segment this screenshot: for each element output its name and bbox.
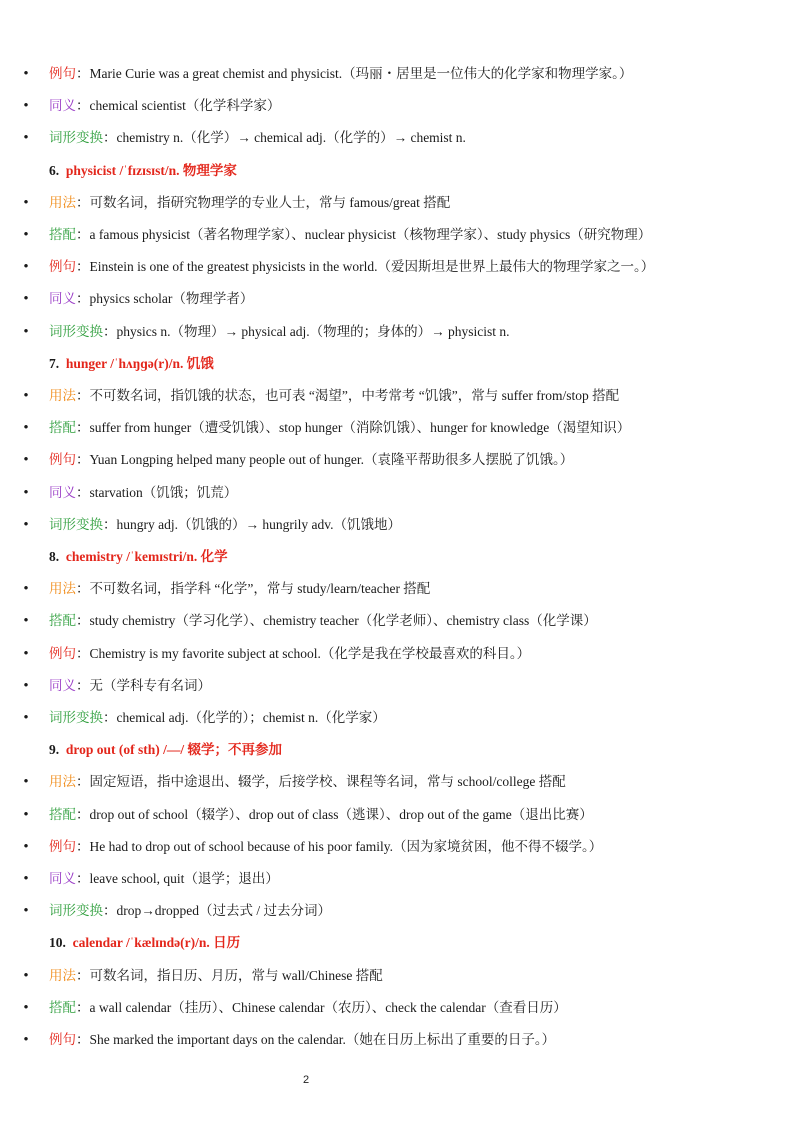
bullet-content: [49, 125, 466, 151]
bullet-icon: •: [23, 130, 29, 147]
bullet-icon: •: [23, 710, 29, 726]
bullet-icon: •: [23, 194, 29, 211]
field-text: He had to drop out of school because of his poor family.（因为家境贫困，他不得不辍学。）: [89, 838, 603, 854]
bullet-content: [49, 705, 386, 731]
bullet-content: [49, 480, 237, 506]
bullet-content: [49, 222, 651, 248]
field-text: Yuan Longping helped many people out of hunger.（袁隆平帮助很多人摆脱了饥饿。）: [89, 452, 574, 468]
field-label: 搭配: [49, 806, 76, 822]
field-text: 固定短语，指中途退出、辍学，后接学校、课程等名词，常与 school/college 搭配: [89, 774, 566, 790]
entry-number: 7.: [49, 355, 60, 371]
bullet-item: [0, 834, 800, 860]
field-label: 词形变换: [49, 903, 103, 919]
field-text: 不可数名词，指饥饿的状态，也可表 “渴望”，中考常考 “饥饿”，常与 suffer from/stop 搭配: [89, 388, 620, 403]
bullet-item: [0, 286, 800, 312]
field-text: hungry adj.（饥饿的）→ hungrily adv.（饥饿地）: [116, 516, 401, 532]
bullet-content: [49, 802, 593, 828]
bullet-item: [0, 480, 800, 506]
entry-heading: [0, 544, 800, 570]
bullet-icon: •: [23, 259, 29, 276]
bullet-icon: •: [23, 516, 29, 533]
bullet-content: [49, 415, 630, 441]
field-label: 例句: [49, 259, 76, 275]
bullet-icon: •: [23, 1032, 29, 1048]
bullet-content: [49, 254, 654, 280]
entry-number: 9.: [49, 742, 60, 758]
label-separator: ：: [76, 66, 90, 81]
label-separator: ：: [76, 806, 90, 822]
bullet-icon: •: [23, 613, 29, 630]
bullet-content: [49, 190, 450, 216]
entry-word: physicist /ˈfɪzɪsɪst/n. 物理学家: [65, 162, 237, 178]
bullet-content: [49, 61, 632, 87]
bullet-content: [49, 866, 279, 892]
bullet-icon: •: [23, 967, 29, 984]
field-text: chemical scientist（化学科学家）: [89, 98, 281, 114]
field-text: She marked the important days on the calendar.（她在日历上标出了重要的日子。）: [89, 1032, 556, 1047]
label-separator: ：: [76, 838, 90, 854]
field-label: 词形变换: [49, 130, 103, 146]
bullet-item: [0, 963, 800, 989]
bullet-item: [0, 641, 800, 667]
bullet-item: [0, 61, 800, 87]
field-label: 用法: [49, 194, 76, 210]
bullet-icon: •: [23, 66, 29, 82]
bullet-icon: •: [23, 227, 29, 243]
bullet-item: [0, 866, 800, 892]
field-text: 不可数名词，指学科 “化学”，常与 study/learn/teacher 搭配: [89, 581, 431, 597]
bullet-item: [0, 802, 800, 828]
field-label: 例句: [49, 838, 76, 854]
label-separator: ：: [76, 871, 90, 886]
field-label: 搭配: [49, 999, 76, 1015]
bullet-item: [0, 769, 800, 795]
field-text: Einstein is one of the greatest physicists in the world.（爱因斯坦是世界上最伟大的物理学家之一。）: [89, 259, 655, 275]
entry-heading: [0, 737, 800, 763]
field-label: 例句: [49, 452, 76, 468]
bullet-icon: •: [23, 323, 29, 340]
label-separator: ：: [103, 903, 117, 919]
bullet-item: [0, 673, 800, 699]
bullet-item: [0, 254, 800, 280]
field-label: 同义: [49, 677, 76, 693]
bullet-icon: •: [23, 581, 29, 598]
field-text: a wall calendar（挂历）、Chinese calendar（农历）、check the calendar（查看日历）: [89, 999, 567, 1015]
field-label: 同义: [49, 98, 76, 114]
heading-text: [49, 737, 282, 763]
bullet-icon: •: [23, 388, 29, 404]
label-separator: ：: [76, 677, 90, 693]
entry-word: hunger /ˈhʌŋɡə(r)/n. 饥饿: [65, 355, 214, 371]
page-number: 2: [302, 1074, 310, 1086]
bullet-content: [49, 286, 253, 312]
field-label: 词形变换: [49, 516, 103, 532]
label-separator: ：: [76, 774, 90, 790]
field-text: study chemistry（学习化学）、chemistry teacher（化学老师）、chemistry class（化学课）: [89, 613, 597, 629]
label-separator: ：: [76, 420, 90, 436]
heading-text: [49, 351, 214, 377]
field-label: 词形变换: [49, 323, 103, 339]
label-separator: ：: [76, 581, 90, 597]
bullet-item: [0, 447, 800, 473]
bullet-content: [49, 512, 401, 538]
label-separator: ：: [76, 1032, 90, 1047]
bullet-content: [49, 673, 211, 699]
field-text: starvation（饥饿；饥荒）: [89, 484, 238, 500]
bullet-item: [0, 222, 800, 248]
entry-number: 10.: [49, 935, 66, 951]
field-text: 可数名词，指研究物理学的专业人士，常与 famous/great 搭配: [89, 194, 451, 210]
field-text: drop→dropped（过去式 / 过去分词）: [116, 903, 331, 919]
field-label: 搭配: [49, 227, 76, 242]
heading-text: [49, 158, 237, 184]
bullet-content: [49, 834, 602, 860]
label-separator: ：: [76, 999, 90, 1015]
bullet-item: [0, 608, 800, 634]
field-text: drop out of school（辍学）、drop out of class（逃课）、drop out of the game（退出比赛）: [89, 806, 593, 822]
bullet-content: [49, 608, 597, 634]
label-separator: ：: [76, 645, 90, 661]
heading-text: [49, 544, 228, 570]
bullet-icon: •: [23, 291, 29, 308]
bullet-item: [0, 415, 800, 441]
bullet-icon: •: [23, 903, 29, 920]
label-separator: ：: [76, 388, 90, 403]
entry-word: chemistry /ˈkemɪstri/n. 化学: [65, 549, 228, 564]
bullet-item: [0, 705, 800, 731]
field-text: chemistry n.（化学）→ chemical adj.（化学的）→ chemist n.: [116, 130, 466, 146]
label-separator: ：: [76, 291, 90, 307]
label-separator: ：: [76, 452, 90, 468]
bullet-item: [0, 319, 800, 345]
bullet-item: [0, 576, 800, 602]
bullet-icon: •: [23, 999, 29, 1016]
bullet-content: [49, 93, 280, 119]
label-separator: ：: [76, 98, 90, 114]
bullet-item: [0, 190, 800, 216]
field-text: chemical adj.（化学的）；chemist n.（化学家）: [116, 710, 386, 725]
bullet-icon: •: [23, 806, 29, 823]
label-separator: ：: [76, 484, 90, 500]
bullet-content: [49, 447, 573, 473]
field-label: 词形变换: [49, 710, 103, 725]
field-label: 用法: [49, 967, 76, 983]
field-label: 用法: [49, 774, 76, 790]
label-separator: ：: [76, 194, 90, 210]
field-label: 例句: [49, 645, 76, 661]
bullet-content: [49, 963, 383, 989]
label-separator: ：: [76, 259, 90, 275]
field-label: 同义: [49, 484, 76, 500]
bullet-item: [0, 1027, 800, 1053]
label-separator: ：: [103, 130, 117, 146]
field-text: suffer from hunger（遭受饥饿）、stop hunger（消除饥饿）、hunger for knowledge（渴望知识）: [89, 420, 631, 436]
bullet-item: [0, 383, 800, 409]
bullet-icon: •: [23, 420, 29, 437]
label-separator: ：: [103, 516, 117, 532]
entry-heading: [0, 351, 800, 377]
label-separator: ：: [103, 323, 117, 339]
bullet-icon: •: [23, 645, 29, 662]
entry-number: 6.: [49, 162, 60, 178]
bullet-item: [0, 898, 800, 924]
field-label: 例句: [49, 1032, 76, 1047]
bullet-content: [49, 769, 566, 795]
entry-word: calendar /ˈkælɪndə(r)/n. 日历: [72, 935, 241, 951]
bullet-item: [0, 125, 800, 151]
bullet-icon: •: [23, 677, 29, 694]
entry-heading: [0, 158, 800, 184]
bullet-icon: •: [23, 838, 29, 855]
field-label: 用法: [49, 388, 76, 403]
field-text: physics n.（物理）→ physical adj.（物理的；身体的）→ physicist n.: [116, 323, 510, 339]
bullet-content: [49, 319, 509, 345]
field-text: a famous physicist（著名物理学家）、nuclear physicist（核物理学家）、study physics（研究物理）: [89, 227, 652, 242]
bullet-content: [49, 1027, 555, 1053]
bullet-icon: •: [23, 871, 29, 887]
entry-number: 8.: [49, 549, 60, 564]
bullet-item: [0, 93, 800, 119]
label-separator: ：: [76, 227, 90, 242]
field-label: 同义: [49, 291, 76, 307]
bullet-item: [0, 512, 800, 538]
field-label: 同义: [49, 871, 76, 886]
entry-heading: [0, 930, 800, 956]
field-text: leave school, quit（退学；退出）: [89, 871, 279, 886]
bullet-icon: •: [23, 452, 29, 469]
bullet-content: [49, 995, 567, 1021]
bullet-icon: •: [23, 484, 29, 501]
bullet-icon: •: [23, 98, 29, 115]
heading-text: [49, 930, 240, 956]
field-text: physics scholar（物理学者）: [89, 291, 254, 307]
bullet-content: [49, 576, 430, 602]
entry-word: drop out (of sth) /—/ 辍学；不再参加: [65, 742, 283, 758]
bullet-icon: •: [23, 774, 29, 791]
field-text: 可数名词，指日历、月历，常与 wall/Chinese 搭配: [89, 967, 383, 983]
label-separator: ：: [76, 967, 90, 983]
bullet-content: [49, 898, 331, 924]
bullet-item: [0, 995, 800, 1021]
field-label: 例句: [49, 66, 76, 81]
field-label: 搭配: [49, 613, 76, 629]
field-label: 用法: [49, 581, 76, 597]
field-text: 无（学科专有名词）: [89, 677, 211, 693]
bullet-content: [49, 383, 619, 409]
field-text: Chemistry is my favorite subject at school.（化学是我在学校最喜欢的科目。）: [89, 645, 531, 661]
label-separator: ：: [76, 613, 90, 629]
bullet-content: [49, 641, 530, 667]
field-label: 搭配: [49, 420, 76, 436]
field-text: Marie Curie was a great chemist and physicist.（玛丽・居里是一位伟大的化学家和物理学家。）: [89, 66, 633, 81]
label-separator: ：: [103, 710, 117, 725]
